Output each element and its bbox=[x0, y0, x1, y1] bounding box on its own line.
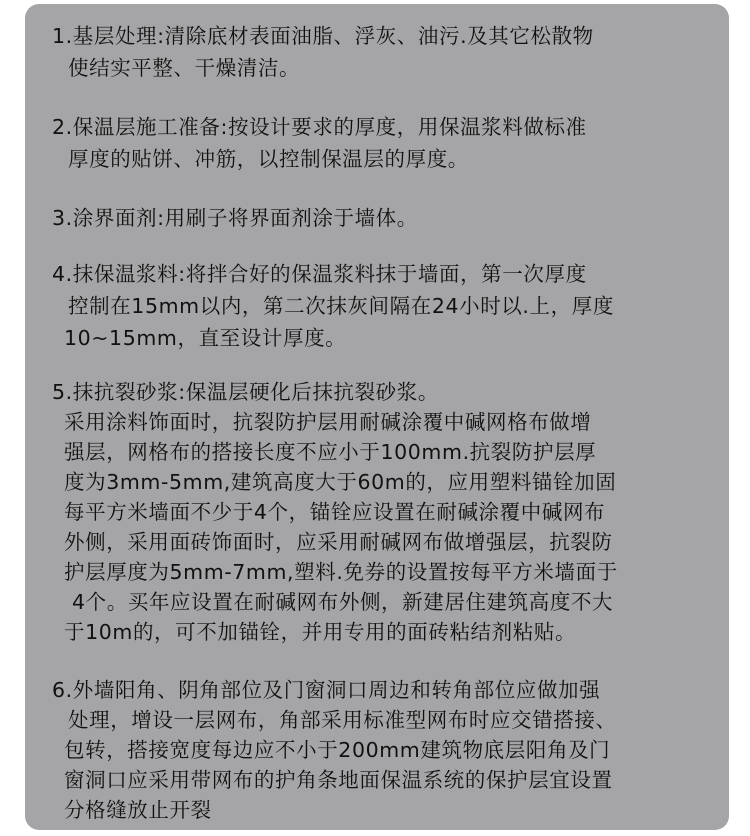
section-5-line-7: 护层厚度为5mm-7mm,塑料.免券的设置按每平方米墙面于 bbox=[64, 560, 618, 584]
section-6-line-5: 分格缝放止开裂 bbox=[64, 798, 212, 822]
section-5-line-4: 度为3mm-5mm,建筑高度大于60m的，应用塑料锚铨加固 bbox=[64, 470, 617, 494]
section-1-line-2: 使结实平整、干燥清洁。 bbox=[68, 56, 301, 80]
section-4-line-3: 10~15mm，直至设计厚度。 bbox=[64, 326, 347, 350]
section-5-line-5: 每平方米墙面不少于4个，锚铨应设置在耐碱涂覆中碱网布 bbox=[64, 500, 606, 524]
section-6-line-4: 窗洞口应采用带网布的护角条地面保温系统的保护层宜设置 bbox=[64, 768, 613, 792]
section-3-line-1: 3.涂界面剂:用刷子将界面剂涂于墙体。 bbox=[52, 206, 418, 230]
section-5-line-3: 强层，网格布的搭接长度不应小于100mm.抗裂防护层厚 bbox=[64, 440, 597, 464]
section-6-line-3: 包转，搭接宽度每边应不小于200mm建筑物底层阳角及门 bbox=[64, 738, 611, 762]
section-5-line-8: 4个。买年应设置在耐碱网布外侧，新建居住建筑高度不大 bbox=[72, 590, 614, 614]
section-1-line-1: 1.基层处理:清除底材表面油脂、浮灰、油污.及其它松散物 bbox=[52, 24, 594, 48]
section-2-line-1: 2.保温层施工准备:按设计要求的厚度，用保温浆料做标准 bbox=[52, 115, 587, 139]
section-5-line-9: 于10m的，可不加锚铨，并用专用的面砖粘结剂粘贴。 bbox=[64, 620, 577, 644]
section-4-line-1: 4.抹保温浆料:将拌合好的保温浆料抹于墙面，第一次厚度 bbox=[52, 262, 587, 286]
section-6-line-1: 6.外墙阳角、阴角部位及门窗洞口周边和转角部位应做加强 bbox=[52, 678, 601, 702]
section-6-line-2: 处理，增设一层网布，角部采用标准型网布时应交错搭接、 bbox=[68, 708, 617, 732]
section-4-line-2: 控制在15mm以内，第二次抹灰间隔在24小时以.上，厚度 bbox=[68, 294, 614, 318]
section-2-line-2: 厚度的贴饼、冲筋，以控制保温层的厚度。 bbox=[68, 147, 469, 171]
section-5-line-2: 采用涂料饰面时，抗裂防护层用耐碱涂覆中碱网格布做增 bbox=[64, 410, 592, 434]
section-5-line-1: 5.抹抗裂砂浆:保温层硬化后抹抗裂砂浆。 bbox=[52, 380, 439, 404]
section-5-line-6: 外侧，采用面砖饰面时，应采用耐碱网布做增强层，抗裂防 bbox=[64, 530, 613, 554]
